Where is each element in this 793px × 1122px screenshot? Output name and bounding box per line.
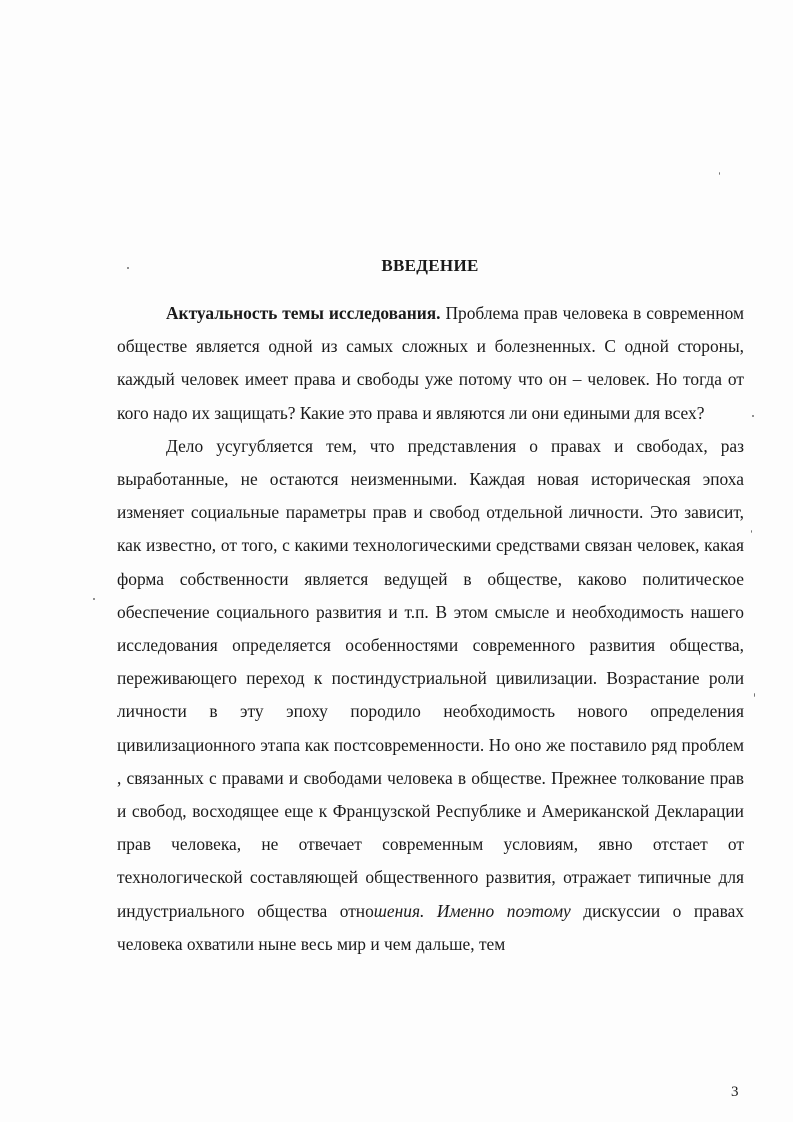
section-heading: ВВЕДЕНИЕ (381, 256, 479, 275)
paragraph-text: Проблема прав человека в современном обществе является одной из самых сложных и болезненных. С одной стороны, каждый человек имеет права и свободы уже потому что он – человек. Но тогда от кого надо их защищать? Какие это права и являются ли они едиными для всех? (117, 303, 744, 423)
scan-speck (752, 415, 754, 417)
scan-speck (93, 598, 95, 600)
paragraph (117, 297, 744, 430)
scan-speck (751, 530, 752, 533)
paragraph-lead: Актуальность темы исследования. (166, 303, 441, 323)
page-number: 3 (731, 1084, 739, 1100)
scan-speck (754, 693, 755, 697)
paragraph-emphasis: шения. Именно поэтому (373, 900, 571, 921)
paragraph-tail: дискуссии о правах человека охватили ныне весь мир и чем дальше, тем (117, 900, 744, 954)
paragraph-text: Дело усугубляется тем, что представления о правах и свободах, раз выработанные, не остаются неизменными. Каждая новая историческая эпоха изменяет социальные параметры прав и свобод отдельной личности. Это зависит, как известно, от того, с какими технологическими средствами связан человек, какая форма собственности является ведущей в обществе, каково политическое обеспечение социального развития и т.п. В этом смысле и необходимость нашего исследования определяется особенностями современного развития общества, переживающего переход к постиндустриальной цивилизации. Возрастание роли личности в эту эпоху породило необходимость нового определения цивилизационного этапа как постсовременности. Но оно же поставило ряд проблем , связанных с правами и свободами человека в обществе. Прежнее толкование прав и свобод, восходящее еще к Французской Республике и Американской Декларации прав человека, не отвечает современным условиям, явно отстает от технологической составляющей общественного развития, отражает типичные для индустриального общества отно (117, 435, 744, 921)
scan-speck (719, 172, 720, 175)
paragraph (117, 430, 744, 961)
body-text (117, 297, 744, 961)
